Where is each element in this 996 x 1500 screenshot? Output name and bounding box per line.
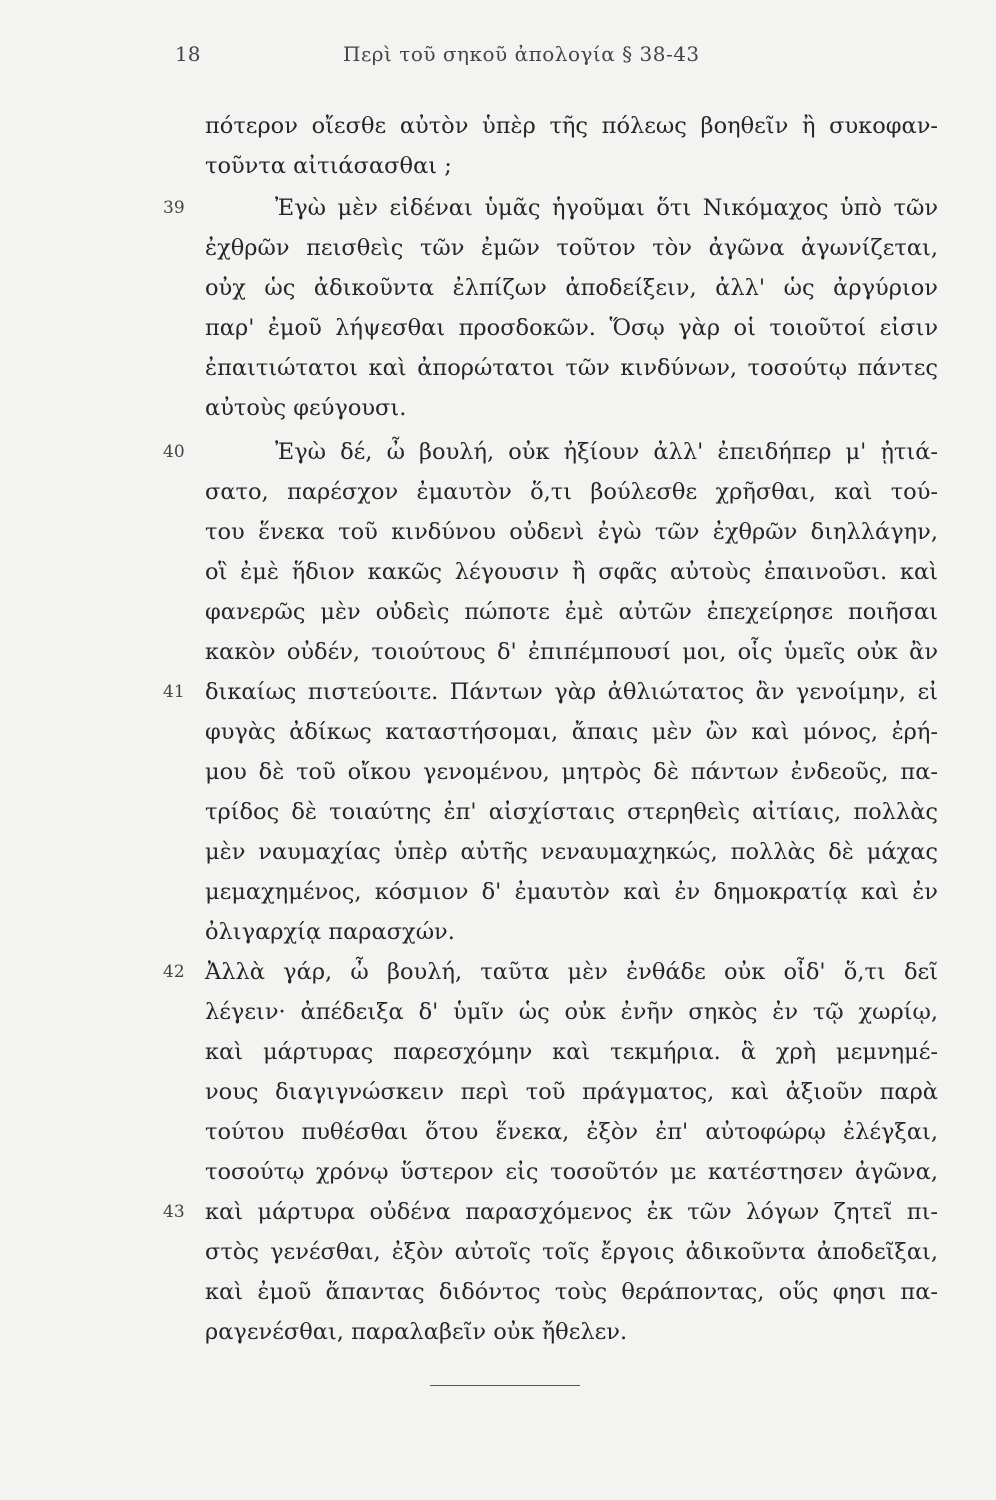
text-line: οὐχ ὡς ἀδικοῦντα ἐλπίζων ἀποδείξειν, ἀλλ' ὡς ἀργύριον — [205, 275, 938, 301]
text-line: τοῦντα αἰτιάσασθαι ; — [205, 153, 452, 179]
page-header — [175, 42, 795, 78]
text-line: νους διαγιγνώσκειν περὶ τοῦ πράγματος, καὶ ἀξιοῦν παρὰ — [205, 1079, 938, 1105]
text-line: παρ' ἐμοῦ λήψεσθαι προσδοκῶν. Ὅσῳ γὰρ οἱ τοιοῦτοί εἰσιν — [205, 315, 938, 341]
text-line: τοσούτῳ χρόνῳ ὕστερον εἰς τοσοῦτόν με κατέστησεν ἀγῶνα, — [205, 1159, 938, 1185]
text-line: τρίδος δὲ τοιαύτης ἐπ' αἰσχίσταις στερηθεὶς αἰτίαις, πολλὰς — [205, 799, 938, 825]
section-number: 40 — [163, 442, 185, 462]
closing-rule — [430, 1385, 580, 1386]
text-line: φανερῶς μὲν οὐδεὶς πώποτε ἐμὲ αὐτῶν ἐπεχείρησε ποιῆσαι — [205, 599, 938, 625]
text-line: πότερον οἴεσθε αὐτὸν ὑπὲρ τῆς πόλεως βοηθεῖν ἢ συκοφαν- — [205, 113, 938, 139]
text-line: λέγειν· ἀπέδειξα δ' ὑμῖν ὡς οὐκ ἐνῆν σηκὸς ἐν τῷ χωρίῳ, — [205, 999, 938, 1025]
text-line: τούτου πυθέσθαι ὅτου ἕνεκα, ἐξὸν ἐπ' αὐτοφώρῳ ἐλέγξαι, — [205, 1119, 938, 1145]
text-line: φυγὰς ἀδίκως καταστήσομαι, ἄπαις μὲν ὢν καὶ μόνος, ἐρή- — [205, 719, 938, 745]
text-line: μου δὲ τοῦ οἴκου γενομένου, μητρὸς δὲ πάντων ἐνδεοῦς, πα- — [205, 759, 938, 785]
text-line: Ἀλλὰ γάρ, ὦ βουλή, ταῦτα μὲν ἐνθάδε οὐκ οἶδ' ὅ,τι δεῖ — [205, 959, 938, 985]
section-number: 39 — [163, 198, 185, 218]
text-line: δικαίως πιστεύοιτε. Πάντων γὰρ ἀθλιώτατος ἂν γενοίμην, εἰ — [205, 679, 938, 705]
text-line: καὶ ἐμοῦ ἅπαντας διδόντος τοὺς θεράποντας, οὕς φησι πα- — [205, 1279, 938, 1305]
text-line: ἐχθρῶν πεισθεὶς τῶν ἐμῶν τοῦτον τὸν ἀγῶνα ἀγωνίζεται, — [205, 235, 938, 261]
text-line: Ἐγὼ μὲν εἰδέναι ὑμᾶς ἡγοῦμαι ὅτι Νικόμαχος ὑπὸ τῶν — [275, 195, 938, 221]
text-line: ἐπαιτιώτατοι καὶ ἀπορώτατοι τῶν κινδύνων, τοσούτῳ πάντες — [205, 355, 938, 381]
text-line: κακὸν οὐδέν, τοιούτους δ' ἐπιπέμπουσί μοι, οἷς ὑμεῖς οὐκ ἂν — [205, 639, 938, 665]
text-line: μεμαχημένος, κόσμιον δ' ἐμαυτὸν καὶ ἐν δημοκρατίᾳ καὶ ἐν — [205, 879, 938, 905]
text-line: οἳ ἐμὲ ἥδιον κακῶς λέγουσιν ἢ σφᾶς αὐτοὺς ἐπαινοῦσι. καὶ — [205, 559, 938, 585]
section-number: 42 — [163, 962, 185, 982]
text-line: Ἐγὼ δέ, ὦ βουλή, οὐκ ἠξίουν ἀλλ' ἐπειδήπερ μ' ᾐτιά- — [275, 439, 938, 465]
section-number: 41 — [163, 682, 185, 702]
text-line: σατο, παρέσχον ἐμαυτὸν ὅ,τι βούλεσθε χρῆσθαι, καὶ τού- — [205, 479, 938, 505]
text-line: του ἕνεκα τοῦ κινδύνου οὐδενὶ ἐγὼ τῶν ἐχθρῶν διηλλάγην, — [205, 519, 938, 545]
section-number: 43 — [163, 1202, 185, 1222]
text-line: μὲν ναυμαχίας ὑπὲρ αὐτῆς νεναυμαχηκώς, πολλὰς δὲ μάχας — [205, 839, 938, 865]
text-line: ὀλιγαρχίᾳ παρασχών. — [205, 919, 455, 945]
running-title: Περὶ τοῦ σηκοῦ ἀπολογία § 38-43 — [343, 42, 700, 66]
text-line: αὐτοὺς φεύγουσι. — [205, 395, 407, 421]
page-number: 18 — [175, 42, 201, 66]
text-line: καὶ μάρτυρας παρεσχόμην καὶ τεκμήρια. ἃ χρὴ μεμνημέ- — [205, 1039, 938, 1065]
text-line: ραγενέσθαι, παραλαβεῖν οὐκ ἤθελεν. — [205, 1319, 628, 1345]
text-line: καὶ μάρτυρα οὐδένα παρασχόμενος ἐκ τῶν λόγων ζητεῖ πι- — [205, 1199, 938, 1225]
text-line: στὸς γενέσθαι, ἐξὸν αὐτοῖς τοῖς ἔργοις ἀδικοῦντα ἀποδεῖξαι, — [205, 1239, 938, 1265]
